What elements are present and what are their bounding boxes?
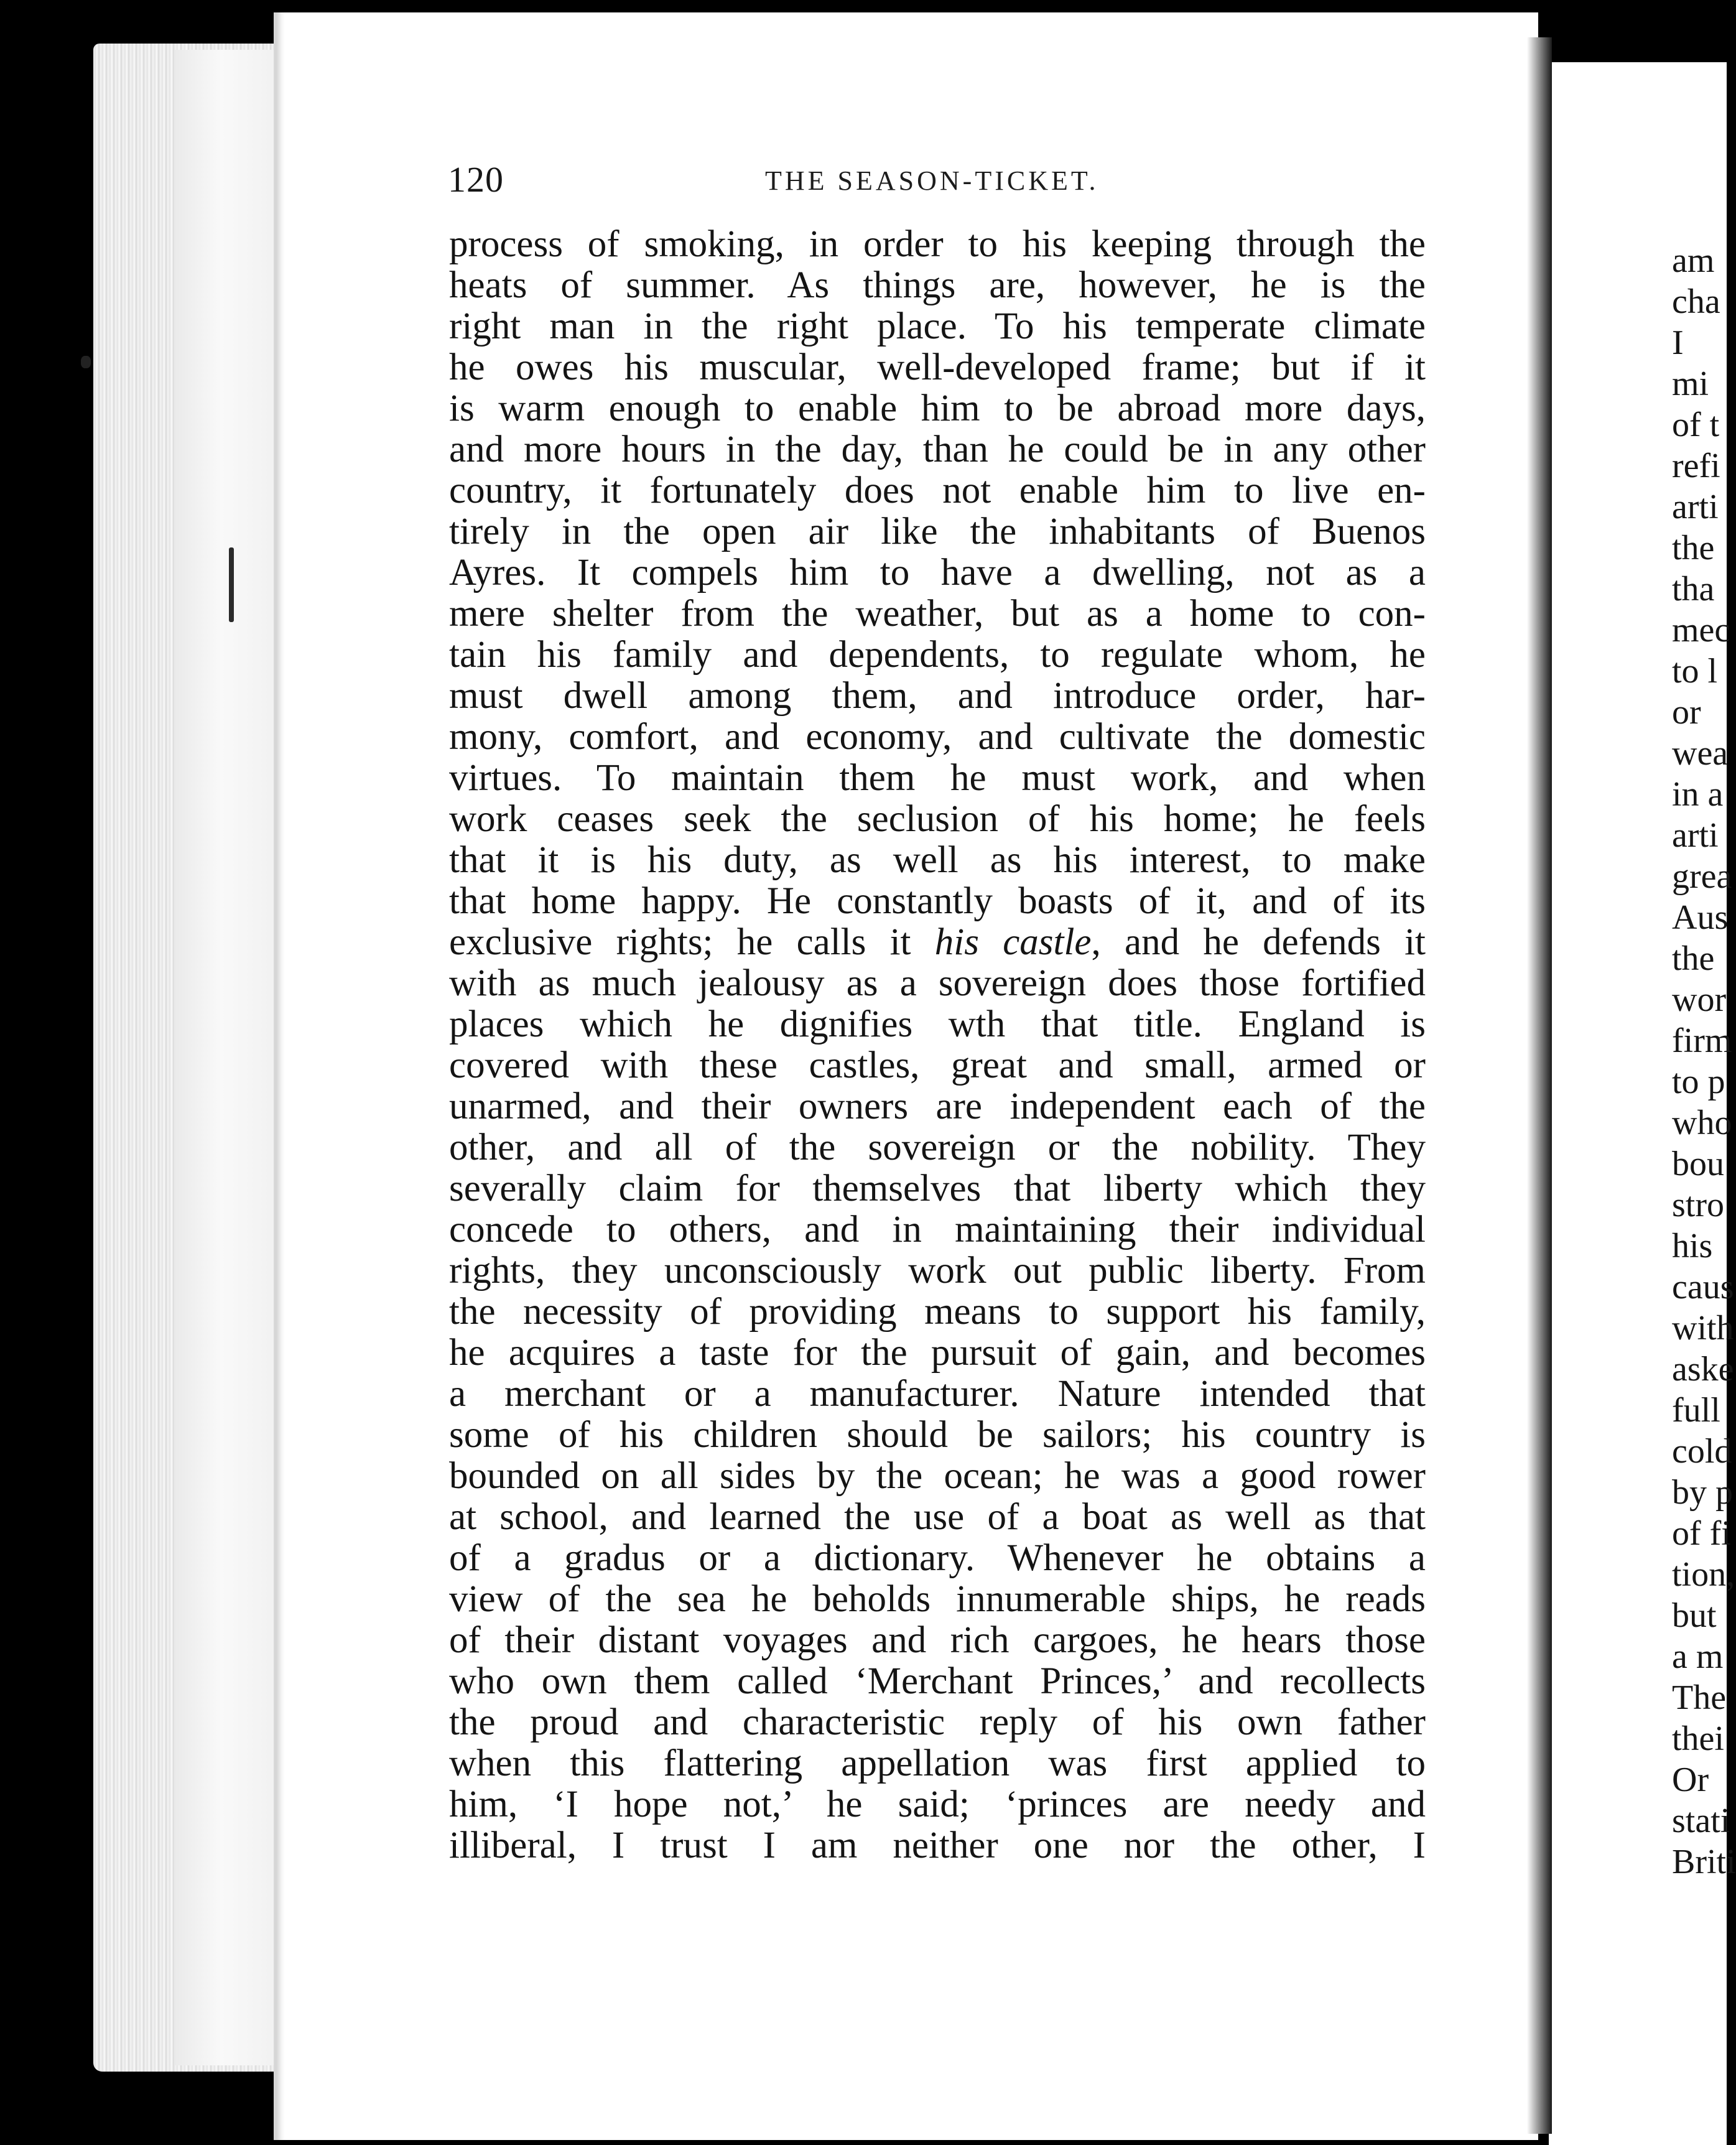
facing-line-fragment: Aus: [1672, 898, 1729, 937]
text-line: must dwell among them, and introduce order, har-: [449, 675, 1426, 717]
text-line: view of the sea he beholds innumerable ships, he reads: [449, 1578, 1426, 1620]
facing-line-fragment: who: [1672, 1104, 1732, 1142]
text-line: Ayres. It compels him to have a dwelling, not as a: [449, 552, 1426, 593]
text-line: the necessity of providing means to support his family,: [449, 1291, 1426, 1333]
facing-line-fragment: the: [1672, 529, 1715, 567]
text-line: work ceases seek the seclusion of his home; he feels: [449, 798, 1426, 840]
facing-line-fragment: cha: [1672, 282, 1720, 321]
facing-page-text: [1672, 240, 1736, 1882]
facing-line-fragment: wor: [1672, 980, 1727, 1019]
text-line: at school, and learned the use of a boat as well as that: [449, 1496, 1426, 1538]
text-line: mere shelter from the weather, but as a home to con-: [449, 593, 1426, 635]
text-line: that it is his duty, as well as his interest, to make: [449, 839, 1426, 881]
facing-line-fragment: a m: [1672, 1637, 1724, 1676]
facing-line-fragment: cold: [1672, 1432, 1732, 1471]
facing-line-fragment: Or: [1672, 1761, 1709, 1799]
text-line: concede to others, and in maintaining their individual: [449, 1209, 1426, 1250]
text-line: process of smoking, in order to his keeping through the: [449, 223, 1426, 265]
text-line: of a gradus or a dictionary. Whenever he obtains a: [449, 1537, 1426, 1579]
text-line: who own them called ‘Merchant Princes,’ and recollects: [449, 1660, 1426, 1702]
facing-line-fragment: his: [1672, 1227, 1713, 1265]
facing-line-fragment: tha: [1672, 570, 1715, 608]
text-line: other, and all of the sovereign or the nobility. They: [449, 1127, 1426, 1168]
text-line: places which he dignifies wth that title. England is: [449, 1003, 1426, 1045]
facing-line-fragment: stati: [1672, 1802, 1730, 1840]
text-line: some of his children should be sailors; his country is: [449, 1414, 1426, 1456]
text-line: tain his family and dependents, to regulate whom, he: [449, 634, 1426, 676]
text-line: exclusive rights; he calls it his castle, and he defends it: [449, 921, 1426, 963]
text-line: mony, comfort, and economy, and cultivate the domestic: [449, 716, 1426, 758]
facing-line-fragment: of fi: [1672, 1514, 1731, 1553]
page-number: 120: [448, 159, 504, 200]
italic-emphasis: his castle: [934, 921, 1092, 963]
facing-line-fragment: stro: [1672, 1186, 1724, 1224]
facing-line-fragment: arti: [1672, 488, 1719, 526]
text-line: is warm enough to enable him to be abroad more days,: [449, 388, 1426, 429]
facing-line-fragment: or: [1672, 693, 1701, 732]
text-line: a merchant or a manufacturer. Nature intended that: [449, 1373, 1426, 1415]
text-line: covered with these castles, great and small, armed or: [449, 1045, 1426, 1086]
text-line: unarmed, and their owners are independent each of the: [449, 1086, 1426, 1127]
facing-line-fragment: to l: [1672, 652, 1718, 691]
facing-line-fragment: mec: [1672, 611, 1730, 649]
gutter-shadow: [1527, 37, 1552, 2134]
text-line: him, ‘I hope not,’ he said; ‘princes are needy and: [449, 1784, 1426, 1825]
text-line: bounded on all sides by the ocean; he was a good rower: [449, 1455, 1426, 1497]
running-title: THE SEASON-TICKET.: [765, 165, 1099, 196]
scan-speck: [81, 356, 91, 368]
facing-line-fragment: am: [1672, 241, 1715, 280]
facing-line-fragment: the: [1672, 939, 1715, 978]
facing-line-fragment: I: [1672, 323, 1684, 362]
text-line: severally claim for themselves that liberty which they: [449, 1168, 1426, 1209]
facing-line-fragment: refi: [1672, 447, 1720, 485]
facing-line-fragment: but: [1672, 1596, 1717, 1635]
text-line: country, it fortunately does not enable him to live en-: [449, 470, 1426, 511]
facing-line-fragment: grea: [1672, 857, 1732, 896]
facing-line-fragment: tion,: [1672, 1555, 1735, 1594]
text-line: with as much jealousy as a sovereign does those fortified: [449, 962, 1426, 1004]
text-line: he owes his muscular, well-developed frame; but if it: [449, 347, 1426, 388]
facing-line-fragment: wea: [1672, 734, 1729, 773]
text-line: of their distant voyages and rich cargoes, he hears those: [449, 1619, 1426, 1661]
page-edge-mark: [229, 547, 234, 622]
text-line: tirely in the open air like the inhabitants of Buenos: [449, 511, 1426, 552]
facing-line-fragment: of t: [1672, 406, 1720, 444]
body-text: [449, 224, 1426, 1866]
text-line: and more hours in the day, than he could be in any other: [449, 429, 1426, 470]
text-line: illiberal, I trust I am neither one nor the other, I: [449, 1825, 1426, 1866]
facing-line-fragment: thei: [1672, 1719, 1724, 1758]
text-line: he acquires a taste for the pursuit of gain, and becomes: [449, 1332, 1426, 1374]
facing-line-fragment: bou: [1672, 1145, 1724, 1183]
facing-line-fragment: Briti: [1672, 1843, 1736, 1881]
facing-line-fragment: with: [1672, 1309, 1734, 1347]
facing-line-fragment: firm: [1672, 1021, 1732, 1060]
facing-line-fragment: by p: [1672, 1473, 1733, 1512]
facing-line-fragment: arti: [1672, 816, 1719, 855]
facing-line-fragment: to p: [1672, 1063, 1725, 1101]
text-line: that home happy. He constantly boasts of it, and of its: [449, 880, 1426, 922]
facing-line-fragment: The: [1672, 1678, 1727, 1717]
facing-line-fragment: aske: [1672, 1350, 1734, 1389]
facing-line-fragment: in a: [1672, 775, 1724, 814]
facing-line-fragment: full: [1672, 1391, 1720, 1430]
text-line: rights, they unconsciously work out public liberty. From: [449, 1250, 1426, 1291]
text-line: right man in the right place. To his temperate climate: [449, 305, 1426, 347]
text-line: heats of summer. As things are, however, he is the: [449, 264, 1426, 306]
text-line: the proud and characteristic reply of his own father: [449, 1701, 1426, 1743]
running-head: [448, 159, 1424, 202]
text-line: virtues. To maintain them he must work, and when: [449, 757, 1426, 799]
text-line: when this flattering appellation was first applied to: [449, 1743, 1426, 1784]
facing-line-fragment: mi: [1672, 365, 1709, 403]
facing-line-fragment: caus: [1672, 1268, 1734, 1306]
